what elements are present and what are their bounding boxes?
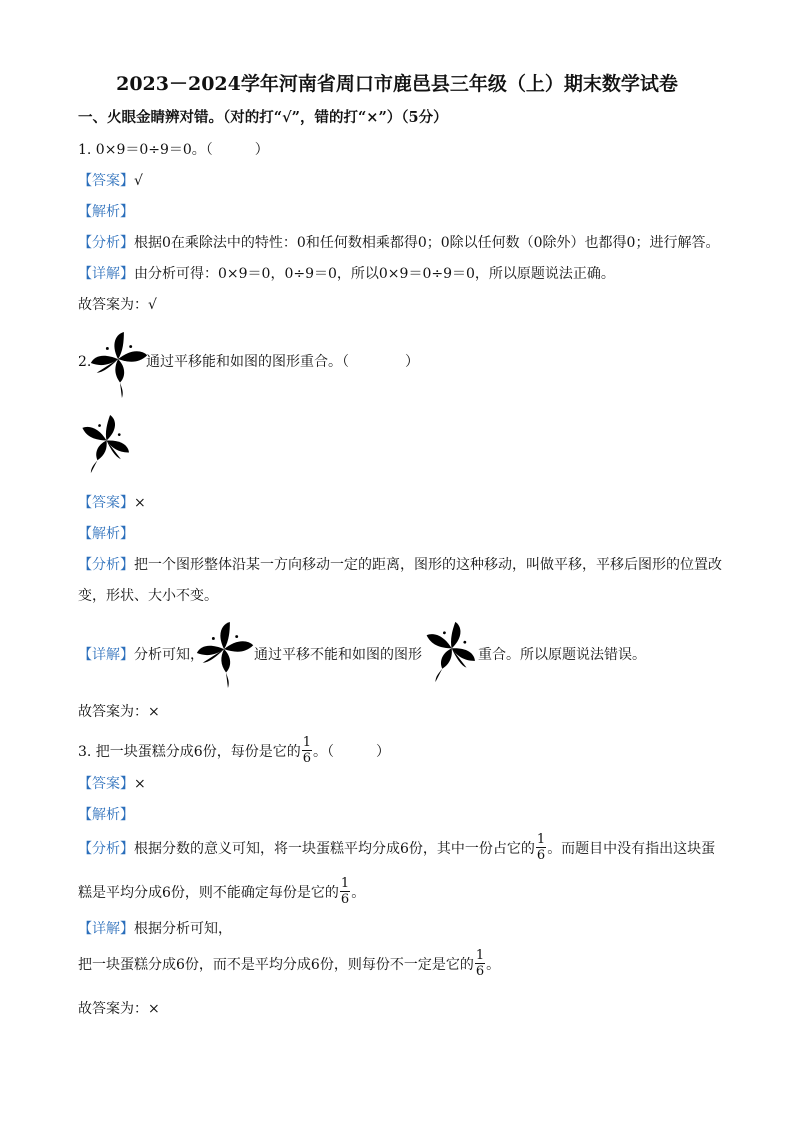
fenxi-tag: 【分析】 <box>78 235 134 251</box>
fraction-one-sixth <box>475 948 485 979</box>
xiangjie-tag: 【详解】 <box>78 266 134 282</box>
fraction-one-sixth <box>340 876 350 907</box>
q2-xiangjie-end: 重合。所以原题说法错误。 <box>478 647 646 663</box>
answer-value: √ <box>134 173 143 189</box>
xiangjie-tag: 【详解】 <box>78 921 134 937</box>
question-text: 3. 把一块蛋糕分成6份，每份是它的 <box>78 744 301 760</box>
fraction-numerator: 1 <box>302 734 311 750</box>
section-heading: 一、火眼金睛辨对错。（对的打“√”，错的打“×”）（5分） <box>78 109 448 126</box>
lily-flower-icon <box>196 620 256 690</box>
q3-analysis-tag <box>78 805 134 825</box>
fraction-denominator: 6 <box>340 891 350 907</box>
question-3 <box>78 735 390 769</box>
xiangjie-text-end: 。 <box>486 957 501 973</box>
q2-answer <box>78 493 146 513</box>
fenxi-text: 根据分数的意义可知，将一块蛋糕平均分成6份，其中一份占它的 <box>134 841 535 857</box>
answer-value: × <box>134 776 146 792</box>
xiangjie-text: 由分析可得：0×9＝0，0÷9＝0，所以0×9＝0÷9＝0，所以原题说法正确。 <box>134 266 615 282</box>
question-2: 通过平移能和如图的图形重合。（ ） <box>146 354 419 370</box>
question-text-end: 。（ ） <box>313 744 390 760</box>
jiexi-tag: 【解析】 <box>78 204 134 220</box>
q3-fenxi-cont <box>78 876 365 910</box>
answer-value: × <box>134 495 146 511</box>
fenxi-text: 糕是平均分成6份，则不能确定每份是它的 <box>78 885 339 901</box>
q3-xiangjie <box>78 919 232 939</box>
q1-fenxi <box>78 233 719 253</box>
answer-tag: 【答案】 <box>78 495 134 511</box>
q1-answer <box>78 171 143 191</box>
q2-fenxi <box>78 555 722 575</box>
fraction-numerator: 1 <box>475 947 485 963</box>
xiangjie-text: 根据分析可知， <box>134 921 232 937</box>
xiangjie-text: 把一块蛋糕分成6份，而不是平均分成6份，则每份不一定是它的 <box>78 957 474 973</box>
q2-analysis-tag <box>78 524 134 544</box>
q3-fenxi <box>78 832 715 866</box>
jiexi-tag: 【解析】 <box>78 526 134 542</box>
q2-xiangjie <box>78 645 204 665</box>
q1-final-answer: 故答案为：√ <box>78 297 157 313</box>
fraction-denominator: 6 <box>475 963 485 979</box>
fenxi-text-end: 。 <box>351 885 366 901</box>
answer-tag: 【答案】 <box>78 776 134 792</box>
q2-final-answer: 故答案为：× <box>78 704 160 720</box>
q1-analysis-tag <box>78 202 134 222</box>
fraction-numerator: 1 <box>536 831 546 847</box>
fenxi-text-cont: 。而题目中没有指出这块蛋 <box>547 841 716 857</box>
q3-xiangjie-cont <box>78 948 500 982</box>
q2-fenxi-cont: 变，形状、大小不变。 <box>78 588 218 604</box>
answer-tag: 【答案】 <box>78 173 134 189</box>
q3-final-answer: 故答案为：× <box>78 1001 160 1017</box>
question-1: 1. 0×9＝0÷9＝0。（ ） <box>78 142 269 158</box>
lily-flower-icon <box>76 412 130 478</box>
jiexi-tag: 【解析】 <box>78 807 134 823</box>
q1-xiangjie <box>78 264 615 284</box>
lily-flower-icon <box>90 330 150 400</box>
xiangjie-tag: 【详解】 <box>78 647 134 663</box>
lily-flower-icon <box>420 618 476 688</box>
fraction-denominator: 6 <box>536 847 546 863</box>
fenxi-tag: 【分析】 <box>78 841 134 857</box>
q2-xiangjie-mid: 通过平移不能和如图的图形 <box>254 647 422 663</box>
fenxi-text: 把一个图形整体沿某一方向移动一定的距离，图形的这种移动，叫做平移，平移后图形的位置改 <box>134 557 722 573</box>
fraction-one-sixth <box>536 832 546 863</box>
fraction-numerator: 1 <box>340 875 350 891</box>
page-title: 2023－2024学年河南省周口市鹿邑县三年级（上）期末数学试卷 <box>116 73 678 95</box>
xiangjie-text: 分析可知， <box>134 647 204 663</box>
question-2-number: 2. <box>78 354 92 370</box>
fenxi-text: 根据0在乘除法中的特性：0和任何数相乘都得0；0除以任何数（0除外）也都得0；进行解答。 <box>134 235 720 251</box>
fraction-denominator: 6 <box>302 750 311 766</box>
q3-answer <box>78 774 146 794</box>
fenxi-tag: 【分析】 <box>78 557 134 573</box>
fraction-one-sixth <box>302 735 312 766</box>
